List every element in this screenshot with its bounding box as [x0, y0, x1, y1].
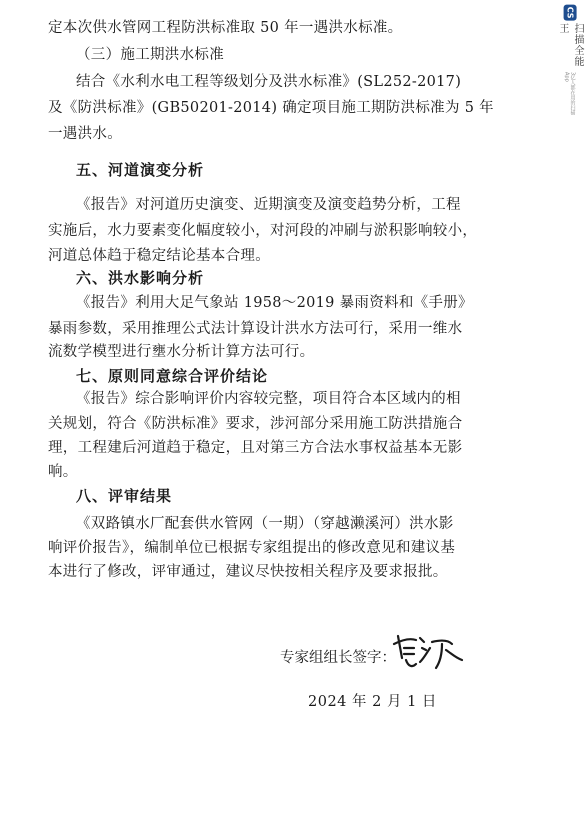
body-line: 关规划，符合《防洪标准》要求，涉河部分采用施工防洪措施合 [48, 416, 463, 432]
body-line: 及《防洪标准》(GB50201-2014) 确定项目施工期防洪标准为 5 年 [48, 100, 494, 116]
body-line: 一遇洪水。 [48, 126, 122, 142]
body-line: 本进行了修改，评审通过，建议尽快按相关程序及要求报批。 [48, 564, 448, 580]
subsection-heading: （三）施工期洪水标准 [76, 47, 224, 63]
body-line: 实施后，水力要素变化幅度较小，对河段的冲刷与淤积影响较小， [48, 223, 478, 239]
body-line: 《双路镇水厂配套供水管网（一期）（穿越濑溪河）洪水影 [76, 516, 454, 532]
body-line: 暴雨参数，采用推理公式法计算设计洪水方法可行，采用一维水 [48, 321, 463, 337]
handwritten-signature [390, 628, 470, 674]
body-line: 响。 [48, 464, 78, 480]
body-line: 《报告》综合影响评价内容较完整，项目符合本区域内的相 [76, 391, 461, 407]
camscanner-logo-icon: CS [563, 5, 576, 21]
section-heading: 八、评审结果 [76, 487, 173, 505]
section-heading: 五、河道演变分析 [76, 161, 205, 179]
body-line: 流数学模型进行壅水分析计算方法可行。 [48, 344, 315, 360]
body-line: 定本次供水管网工程防洪标准取 50 年一遇洪水标准。 [48, 20, 403, 36]
section-heading: 七、原则同意综合评价结论 [76, 367, 269, 385]
body-line: 结合《水利水电工程等级划分及洪水标准》(SL252-2017) [76, 74, 462, 90]
signing-date: 2024 年 2 月 1 日 [308, 694, 437, 710]
body-line: 响评价报告》，编制单位已根据专家组提出的修改意见和建议基 [48, 540, 456, 556]
watermark-subtitle: 3亿人都在用的扫描App [563, 72, 576, 116]
body-line: 《报告》利用大足气象站 1958～2019 暴雨资料和《手册》 [76, 295, 473, 311]
signature-label: 专家组组长签字： [280, 650, 396, 666]
body-line: 河道总体趋于稳定结论基本合理。 [48, 248, 270, 264]
section-heading: 六、洪水影响分析 [76, 269, 205, 287]
watermark-name: 扫描全能王 [557, 23, 583, 68]
body-line: 理，工程建后河道趋于稳定，且对第三方合法水事权益基本无影 [48, 440, 463, 456]
body-line: 《报告》对河道历史演变、近期演变及演变趋势分析，工程 [76, 197, 461, 213]
